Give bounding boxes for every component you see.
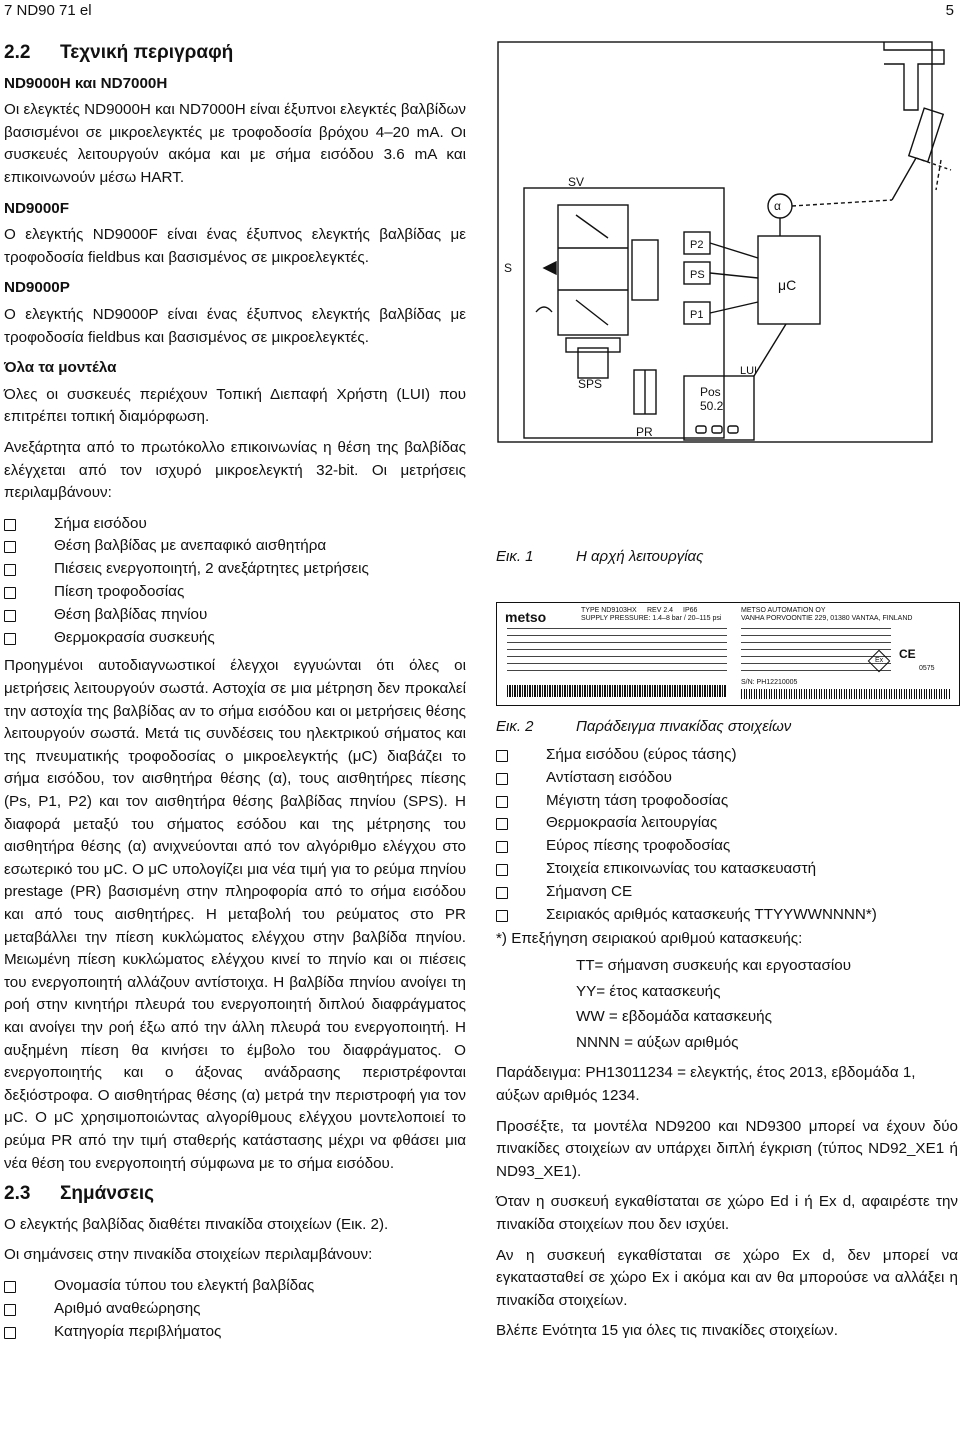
paragraph: Ανεξάρτητα από το πρωτόκολλο επικοινωνίας η θέση της βαλβίδας ελέγχεται από τον ισχυρό μικροελεγκτή 32-bit. Οι μετρήσεις περιλαμβάνουν: — [4, 438, 466, 502]
list-item: Σήμα εισόδου (εύρος τάσης) — [496, 744, 958, 767]
list-item: Στοιχεία επικοινωνίας του κατασκευαστή — [496, 858, 958, 881]
operating-principle-diagram — [496, 40, 960, 540]
label-s: S — [504, 261, 513, 275]
paragraph: Ο ελεγκτής ND9000F είναι ένας έξυπνος ελεγκτής βαλβίδας με τροφοδοσία fieldbus και βασισμένος σε μικροελεγκτές. — [4, 226, 466, 266]
checkbox-icon — [496, 773, 508, 785]
footnote: *) Επεξήγηση σειριακού αριθμού κατασκευής: — [496, 930, 803, 948]
plate-items-list — [496, 744, 958, 926]
list-item: Πιέσεις ενεργοποιητή, 2 ανεξάρτητες μετρήσεις — [4, 558, 466, 581]
subheading-nd9000f: ND9000F — [4, 199, 69, 217]
checkbox-icon — [4, 564, 16, 576]
page-number: 5 — [945, 2, 954, 19]
subheading-nd9000p: ND9000P — [4, 279, 70, 297]
ex-mark: Ex — [868, 650, 891, 673]
section-heading: 2.3 Σημάνσεις — [4, 1183, 155, 1205]
plate-ip: IP66 — [683, 607, 698, 614]
list-item: Σήμανση CE — [496, 881, 958, 904]
barcode — [507, 685, 727, 697]
label-p1: P1 — [690, 309, 704, 321]
section-heading: 2.2 Τεχνική περιγραφή — [4, 42, 234, 63]
code-line: WW = εβδομάδα κατασκευής — [576, 1008, 772, 1026]
label-pos-value: 50.2 — [700, 399, 724, 413]
list-item: Θέση βαλβίδας πηνίου — [4, 604, 466, 627]
notified-body: 0575 — [919, 665, 935, 672]
list-item: Θερμοκρασία συσκευής — [4, 627, 466, 650]
checkbox-icon — [4, 1327, 16, 1339]
paragraph: Αν η συσκευή εγκαθίσταται σε χώρο Ex d, δεν μπορεί να εγκατασταθεί σε χώρο Ex i ακόμα και αν θα μπορούσε να αλλάξει η πινακίδα στοιχείων. — [496, 1246, 958, 1309]
label-uc: μC — [778, 277, 797, 293]
subheading-nd9000h: ND9000H και ND7000H — [4, 74, 168, 92]
label-pos: Pos — [700, 385, 721, 399]
label-sv: SV — [568, 175, 585, 189]
list-item: Κατηγορία περιβλήματος — [4, 1321, 466, 1344]
checkbox-icon — [4, 1281, 16, 1293]
paragraph: Βλέπε Ενότητα 15 για όλες τις πινακίδες στοιχείων. — [496, 1322, 838, 1340]
paragraph: Ο ελεγκτής βαλβίδας διαθέτει πινακίδα στοιχείων (Εικ. 2). — [4, 1215, 389, 1233]
checkbox-icon — [4, 587, 16, 599]
paragraph: Προηγμένοι αυτοδιαγνωστικοί έλεγχοι εγγυώνται ότι όλες οι μετρήσεις λειτουργούν σωστά. Αστοχία σε μια μέτρηση δεν προκαλεί την αστοχία της βαλβίδας αν το σήμα εισόδου και οι μετρήσεις θέσης λειτουργούν σωστά. Μετά τις συνδέσεις του ηλεκτρικού σήματος και της πνευματικής τροφοδοσίας ο μικροελεγκτής (μC) διαβάζει το σήμα εισόδου, τον αισθητήρα θέσης (α), τους αισθητήρες πίεσης (Ps, P1, P2) και τον αισθητήρα θέσης βαλβίδας πηνίου (SPS). Η διαφορά μεταξύ του σήματος εσόδου και της μέτρησης του αισθητήρα θέσης (α) ανιχνεύονται από τον αλγόριθμο ελέγχου στο εσωτερικό του μC. Ο μC υπολογίζει μια νέα τιμή για το ρεύμα πηνίου prestage (PR) βασισμένη στην πληροφορία από το σήμα εισόδου και από τους αισθητήρες. Η μεταβολή του ρεύματος στο PR μεταβάλλει την πίεση κυκλώματος ελέγχου στην βαλβίδα πηνίου. Μειωμένη πίεση κυκλώματος ελέγχου κινεί το πηνίο και οι πιέσεις του ενεργοποιητή αλλάζουν αντίστοιχα. Η βαλβίδα πηνίου ανοίγει τη ροή στην κινητήρι πλευρά του ενεργοποιητή διπλού διαφράγματος και ανοίγει την ροή έξω από την άλλη πλευρά του ενεργοποιητή. Η αυξημένη πίεση θα κινήσει το έμβολο του διαφράγματος. Ο ενεργοποιητής και ο άξονας ανάδρασης περιστρέφονται δεξιόστροφα. Ο αισθητήρας θέσης (α) μετρά την περιστροφή για τον μC. Ο μC χρησιμοποιώντας αλγορίθμους ελέγχου μοντελοποιεί το ρεύμα PR από την τιμή σταθερής κατάστασης μέχρι να φθάσει μια νέα θέση του ενεργοποιητή σύμφωνα με το σήμα εισόδου. — [4, 657, 466, 1172]
plate-supply: SUPPLY PRESSURE: 1.4–8 bar / 20–115 psi — [581, 615, 722, 622]
list-item: Θερμοκρασία λειτουργίας — [496, 812, 958, 835]
list-item: Αντίσταση εισόδου — [496, 767, 958, 790]
label-sps: SPS — [578, 377, 603, 391]
list-item: Εύρος πίεσης τροφοδοσίας — [496, 835, 958, 858]
plate-address: VANHA PORVOONTIE 229, 01380 VANTAA, FINLAND — [741, 615, 913, 622]
code-line: TT= σήμανση συσκευής και εργοστασίου — [576, 956, 852, 974]
rating-plate — [496, 602, 960, 706]
checkbox-icon — [4, 519, 16, 531]
label-lui: LUI — [740, 365, 758, 377]
code-line: YY= έτος κατασκευής — [576, 982, 721, 1000]
plate-rev: REV 2.4 — [647, 607, 674, 614]
checkbox-icon — [496, 887, 508, 899]
measurements-list — [4, 513, 466, 650]
ce-mark: CE — [899, 647, 916, 661]
list-item: Αριθμό αναθεώρησης — [4, 1298, 466, 1321]
paragraph: Όλες οι συσκευές περιέχουν Τοπική Διεπαφή Χρήστη (LUI) που επιτρέπει τοπική διαμόρφωση. — [4, 385, 466, 426]
list-item: Ονομασία τύπου του ελεγκτή βαλβίδας — [4, 1275, 466, 1298]
plate-serial: S/N: PH12210005 — [741, 679, 798, 686]
plate-type: TYPE ND9103HX — [581, 607, 637, 614]
list-item: Θέση βαλβίδας με ανεπαφικό αισθητήρα — [4, 535, 466, 558]
figure2-caption: Εικ. 2 Παράδειγμα πινακίδας στοιχείων — [496, 718, 792, 735]
checkbox-icon — [496, 910, 508, 922]
code-line: NNNN = αύξων αριθμός — [576, 1033, 739, 1051]
checkbox-icon — [4, 1304, 16, 1316]
checkbox-icon — [496, 841, 508, 853]
list-item: Σειριακός αριθμός κατασκευής TTYYWWNNNN*) — [496, 904, 958, 927]
checkbox-icon — [4, 610, 16, 622]
label-ps: PS — [690, 269, 705, 281]
barcode — [741, 689, 951, 699]
brand-logo: metso — [505, 609, 547, 625]
paragraph: Οι σημάνσεις στην πινακίδα στοιχείων περιλαμβάνουν: — [4, 1246, 373, 1264]
left-column — [4, 42, 466, 1349]
list-item: Μέγιστη τάση τροφοδοσίας — [496, 790, 958, 813]
paragraph: Όταν η συσκευή εγκαθίσταται σε χώρο Ed i ή Ex d, αφαιρέστε την πινακίδα στοιχείων που δεν ισχύει. — [496, 1193, 958, 1233]
checkbox-icon — [4, 541, 16, 553]
markings-list — [4, 1275, 466, 1343]
label-pr: PR — [636, 425, 653, 439]
label-alpha: α — [774, 199, 781, 213]
paragraph: Προσέξτε, τα μοντέλα ND9200 και ND9300 μπορεί να έχουν δύο πινακίδες στοιχείων αν υπάρχει διπλή έγκριση (τύπος ND92_XE1 ή ND93_XE1). — [496, 1117, 958, 1180]
paragraph: Οι ελεγκτές ND9000H και ND7000H είναι έξυπνοι ελεγκτές βαλβίδων βασισμένοι σε μικροελεγκτές με τροφοδοσία βρόχου 4–20 mA. Οι συσκευές λειτουργούν ακόμα και με σήμα εισόδου 3.6 mA και επικοινωνούν μέσω HART. — [4, 101, 466, 186]
checkbox-icon — [4, 633, 16, 645]
figure1-caption: Εικ. 1 Η αρχή λειτουργίας — [496, 548, 704, 565]
plate-manufacturer: METSO AUTOMATION OY — [741, 607, 826, 614]
checkbox-icon — [496, 796, 508, 808]
paragraph: Παράδειγμα: PH13011234 = ελεγκτής, έτος 2013, εβδομάδα 1, αύξων αριθμός 1234. — [496, 1064, 916, 1104]
checkbox-icon — [496, 750, 508, 762]
subheading-all-models: Όλα τα μοντέλα — [4, 359, 117, 377]
right-column — [496, 744, 958, 1351]
plate-fine-print — [507, 625, 727, 677]
label-p2: P2 — [690, 239, 704, 251]
running-header: 7 ND90 71 el — [4, 2, 92, 19]
list-item: Σήμα εισόδου — [4, 513, 466, 536]
plate-fine-print — [741, 625, 891, 677]
list-item: Πίεση τροφοδοσίας — [4, 581, 466, 604]
checkbox-icon — [496, 818, 508, 830]
checkbox-icon — [496, 864, 508, 876]
paragraph: Ο ελεγκτής ND9000P είναι ένας έξυπνος ελεγκτής βαλβίδας με τροφοδοσία fieldbus και βασισμένος σε μικροελεγκτές. — [4, 305, 466, 346]
